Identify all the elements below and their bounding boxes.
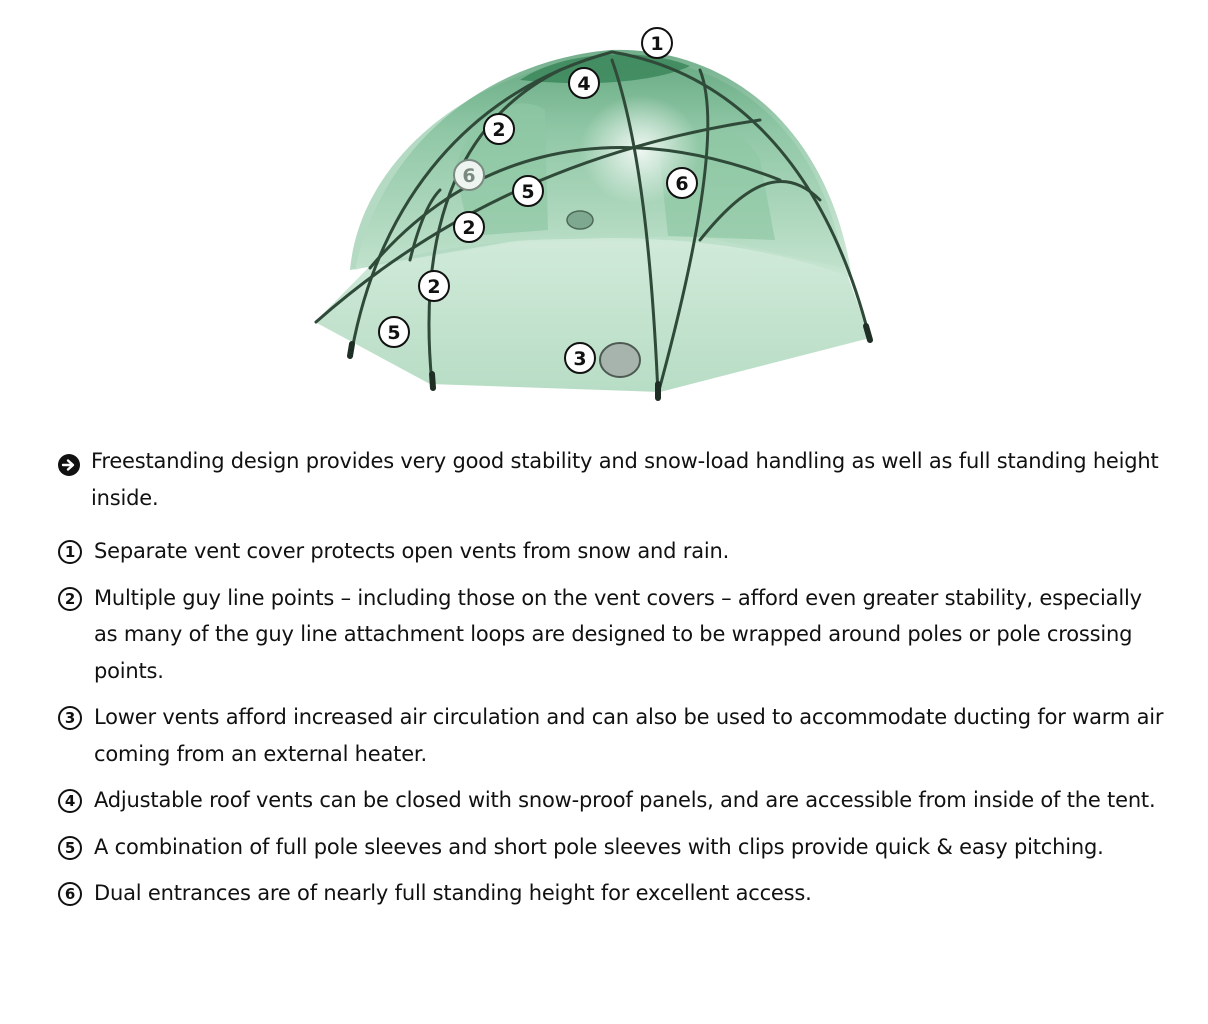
feature-item-4 xyxy=(58,782,1168,819)
feature-text: Lower vents afford increased air circulation and can also be used to accommodate ducting for warm air coming from an external heater. xyxy=(94,705,1164,766)
number-badge: 4 xyxy=(58,789,82,813)
feature-item-5 xyxy=(58,829,1168,866)
intro-item xyxy=(58,443,1168,516)
svg-text:5: 5 xyxy=(387,322,401,344)
number-badge: 3 xyxy=(58,706,82,730)
svg-text:5: 5 xyxy=(521,181,535,203)
feature-list xyxy=(58,443,1168,922)
feature-item-2 xyxy=(58,580,1168,690)
svg-text:2: 2 xyxy=(492,119,506,141)
callout-4 xyxy=(569,68,599,98)
intro-text: Freestanding design provides very good stability and snow-load handling as well as full standing height inside. xyxy=(91,449,1159,510)
lower-vent xyxy=(600,343,640,377)
feature-text: Multiple guy line points – including those on the vent covers – afford even greater stability, especially as many of the guy line attachment loops are designed to be wrapped around poles or pole crossing points. xyxy=(94,585,1142,683)
callout-6 xyxy=(667,168,697,198)
number-badge: 1 xyxy=(58,540,82,564)
feature-text: Separate vent cover protects open vents from snow and rain. xyxy=(94,539,730,563)
tent-diagram xyxy=(0,0,1208,420)
number-badge: 5 xyxy=(58,836,82,860)
feature-item-6 xyxy=(58,875,1168,912)
feature-text: A combination of full pole sleeves and short pole sleeves with clips provide quick & easy pitching. xyxy=(94,834,1104,859)
number-badge: 6 xyxy=(58,882,82,906)
callout-5-lower xyxy=(379,317,409,347)
callout-1 xyxy=(642,28,672,58)
callout-2-upper xyxy=(484,114,514,144)
feature-text: Adjustable roof vents can be closed with snow-proof panels, and are accessible from inside of the tent. xyxy=(94,788,1156,812)
callout-3 xyxy=(565,343,595,373)
svg-text:4: 4 xyxy=(577,73,591,95)
svg-text:2: 2 xyxy=(427,276,441,298)
feature-text: Dual entrances are of nearly full standing height for excellent access. xyxy=(94,881,812,905)
arrow-right-circle-icon xyxy=(58,451,80,473)
svg-text:1: 1 xyxy=(650,33,664,55)
svg-text:2: 2 xyxy=(462,217,476,239)
tent-illustration xyxy=(0,0,1208,420)
feature-item-1 xyxy=(58,533,1168,570)
back-vent xyxy=(567,211,593,229)
svg-text:6: 6 xyxy=(462,165,476,187)
callout-5-upper xyxy=(513,176,543,206)
svg-text:3: 3 xyxy=(573,348,587,370)
svg-text:6: 6 xyxy=(675,173,689,195)
feature-item-3 xyxy=(58,699,1168,772)
callout-2-middle xyxy=(454,212,484,242)
callout-6-faded xyxy=(454,160,484,190)
number-badge: 2 xyxy=(58,587,82,611)
callout-2-lower xyxy=(419,271,449,301)
